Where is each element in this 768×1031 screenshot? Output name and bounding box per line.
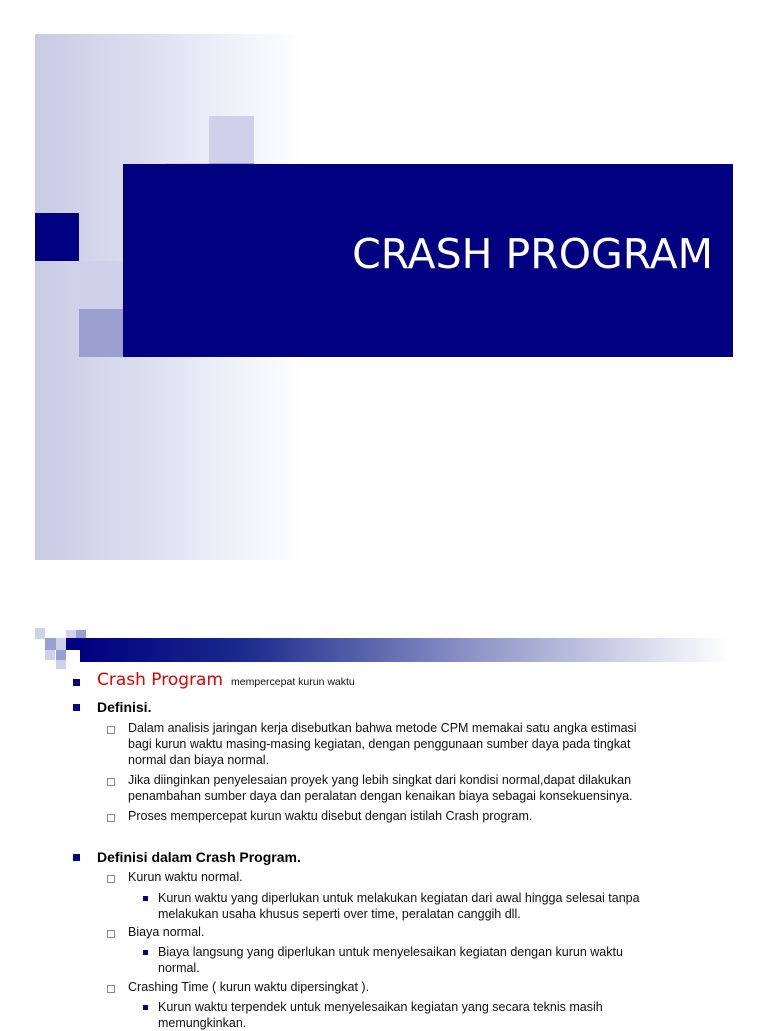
sub-bullet-hollow [107, 814, 115, 822]
term-label-3: Crashing Time ( kurun waktu dipersingkat ). [128, 980, 370, 994]
term-label-1: Kurun waktu normal. [128, 870, 243, 884]
deco-square [56, 638, 66, 650]
definisi-item-2-line-2: penambahan sumber daya dan peralatan dengan kenaikan biaya sebagai konsekuensinya. [128, 789, 633, 803]
deco-square [35, 628, 45, 639]
term-desc-3-line-1: Kurun waktu terpendek untuk menyelesaikan kegiatan yang secara teknis masih [158, 1000, 603, 1014]
crash-program-desc: mempercepat kurun waktu [231, 676, 355, 688]
term-label-2: Biaya normal. [128, 925, 205, 939]
crash-program-line [97, 670, 355, 690]
deco-square [35, 213, 79, 261]
title-banner [123, 164, 733, 357]
deco-square [209, 116, 254, 163]
content-slide [0, 600, 768, 1030]
deco-square [66, 630, 76, 638]
definisi-item-3-line-1: Proses mempercepat kurun waktu disebut dengan istilah Crash program. [128, 809, 533, 823]
term-desc-2-line-1: Biaya langsung yang diperlukan untuk menyelesaikan kegiatan dengan kurun waktu [158, 945, 623, 959]
deco-square [76, 630, 86, 638]
deco-square [66, 638, 80, 650]
sub-bullet-hollow [107, 726, 115, 734]
definisi-item-2-line-1: Jika diinginkan penyelesaian proyek yang lebih singkat dari kondisi normal,dapat dilakukan [128, 773, 632, 787]
term-desc-2-line-2: normal. [158, 961, 200, 975]
sub-sub-bullet [143, 896, 148, 901]
bullet-square [73, 704, 80, 711]
sub-sub-bullet [143, 950, 148, 955]
definisi-crash-heading: Definisi dalam Crash Program. [97, 849, 301, 865]
deco-square [79, 261, 123, 309]
bullet-square [73, 854, 80, 861]
slide-title: CRASH PROGRAM [352, 230, 713, 278]
definisi-heading: Definisi. [97, 699, 152, 715]
definisi-item-1-line-1: Dalam analisis jaringan kerja disebutkan bahwa metode CPM memakai satu angka estimasi [128, 721, 637, 735]
sub-bullet-hollow [107, 778, 115, 786]
deco-square [45, 638, 56, 650]
term-desc-1-line-1: Kurun waktu yang diperlukan untuk melakukan kegiatan dari awal hingga selesai tanpa [158, 891, 640, 905]
deco-square [56, 660, 66, 669]
sub-bullet-hollow [107, 875, 115, 883]
sub-bullet-hollow [107, 985, 115, 993]
header-band [80, 638, 730, 662]
sub-bullet-hollow [107, 930, 115, 938]
term-desc-3-line-2: memungkinkan. [158, 1016, 247, 1030]
deco-square [79, 309, 123, 357]
definisi-item-1-line-2: bagi kurun waktu masing-masing kegiatan, dengan penggunaan sumber daya pada tingkat [128, 737, 631, 751]
deco-square [56, 650, 66, 660]
bullet-square [73, 679, 80, 686]
crash-program-highlight: Crash Program [97, 670, 224, 690]
definisi-item-1-line-3: normal dan biaya normal. [128, 753, 270, 767]
deco-square [45, 650, 55, 660]
term-desc-1-line-2: melakukan usaha khusus seperti over time, peralatan canggih dll. [158, 907, 521, 921]
sub-sub-bullet [143, 1005, 148, 1010]
